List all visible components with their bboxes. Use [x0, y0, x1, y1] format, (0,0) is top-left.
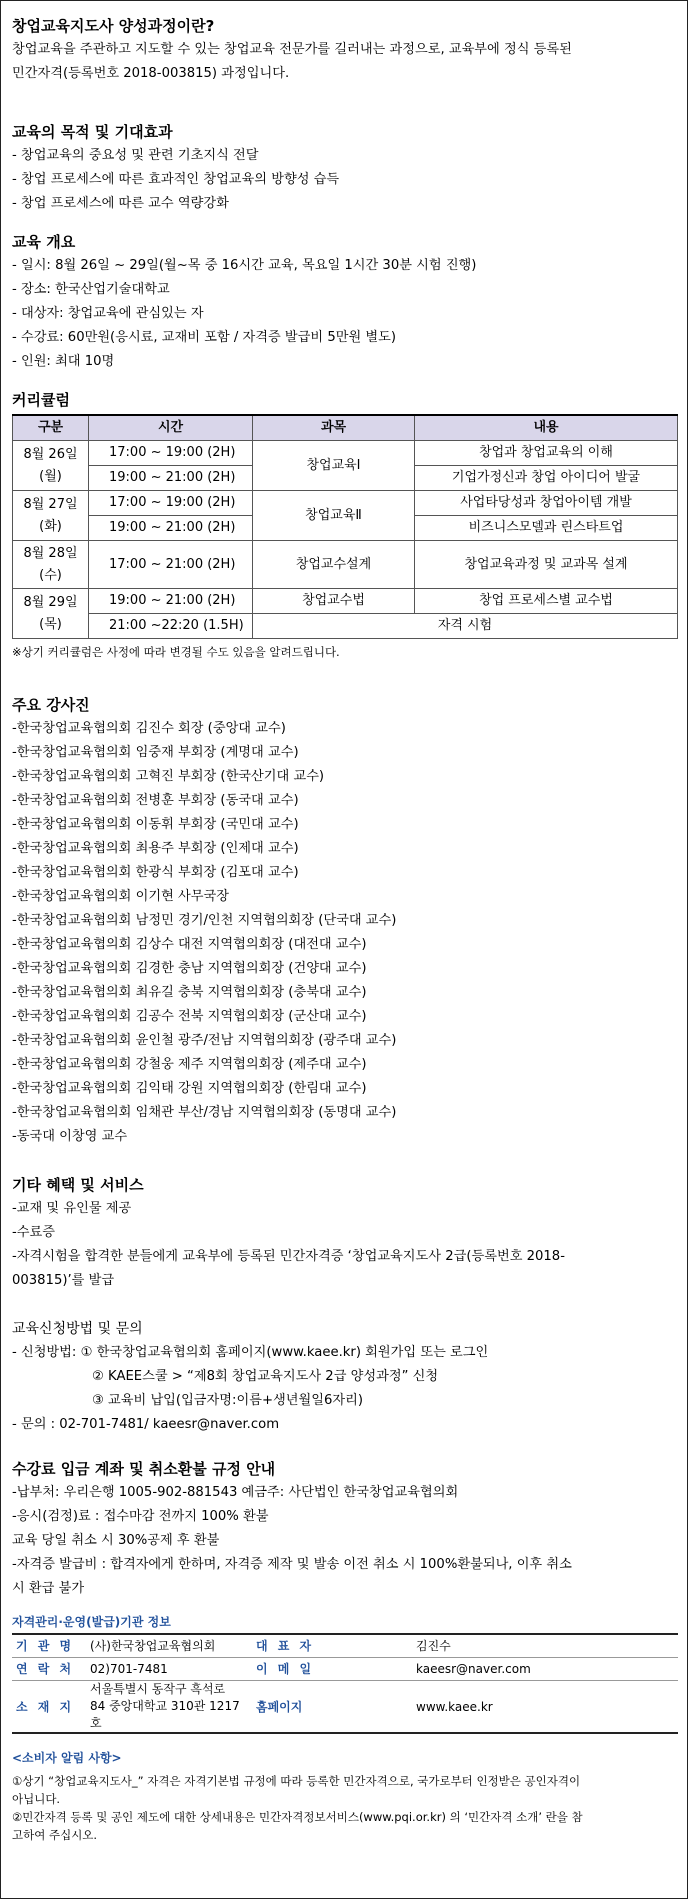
consumer-note: 고하여 주십시오.	[12, 1828, 98, 1842]
consumer-note: ①상기 “창업교육지도사_” 자격은 자격기본법 규정에 따라 등록한 민간자격으로, 국가로부터 인정받은 공인자격이	[12, 1774, 581, 1788]
table-row	[13, 589, 678, 614]
addr-label: 소 재 지	[16, 1699, 75, 1714]
date-cell: 8월 29일	[23, 594, 78, 610]
phone-value: 02)701-7481	[90, 1662, 168, 1676]
overview-title: 교육 개요	[12, 233, 76, 251]
addr-line: 84 중앙대학교 310관 1217	[90, 1699, 240, 1713]
benefit-item: -자격시험을 합격한 분들에게 교육부에 등록된 민간자격증 ‘창업교육지도사 2급(등록번호 2018-	[12, 1249, 565, 1264]
benefit-item: -교재 및 유인물 제공	[12, 1201, 132, 1216]
time-cell: 17:00 ~ 19:00 (2H)	[89, 491, 253, 516]
overview-item: - 일시: 8월 26일 ~ 29일(월~목 중 16시간 교육, 목요일 1시간 30분 시험 진행)	[12, 258, 477, 273]
overview-item: - 수강료: 60만원(응시료, 교재비 포함 / 자격증 발급비 5만원 별도)	[12, 330, 397, 345]
apply-title: 교육신청방법 및 문의	[12, 1321, 143, 1337]
content-cell: 사업타당성과 창업아이템 개발	[415, 491, 678, 516]
date-cell: 8월 28일	[23, 545, 78, 561]
table-header: 시간	[89, 415, 253, 441]
intro-line: 민간자격(등록번호 2018-003815) 과정입니다.	[12, 66, 290, 81]
overview-item: - 장소: 한국산업기술대학교	[12, 282, 170, 297]
intro-title: 창업교육지도사 양성과정이란?	[12, 17, 215, 35]
list-item: -한국창업교육협의회 강철웅 제주 지역협의회장 (제주대 교수)	[12, 1057, 367, 1072]
apply-contact: - 문의 : 02-701-7481/ kaeesr@naver.com	[12, 1417, 280, 1432]
agency-value: (사)한국창업교육협의회	[90, 1639, 216, 1653]
list-item: -한국창업교육협의회 최용주 부회장 (인제대 교수)	[12, 841, 299, 856]
content-cell: 창업과 창업교육의 이해	[415, 441, 678, 466]
table-row	[13, 541, 678, 589]
apply-label: - 신청방법:	[12, 1345, 77, 1360]
table-header: 내용	[415, 415, 678, 441]
addr-line: 호	[90, 1716, 102, 1730]
email-label: 이 메 일	[256, 1662, 315, 1676]
content-cell: 비즈니스모델과 린스타트업	[415, 516, 678, 541]
org-info-table	[12, 1633, 678, 1734]
step-text: 한국창업교육협의회 홈페이지(www.kaee.kr) 회원가입 또는 로그인	[96, 1345, 489, 1360]
table-row	[12, 1658, 678, 1681]
list-item: -한국창업교육협의회 임채관 부산/경남 지역협의회장 (동명대 교수)	[12, 1105, 397, 1120]
refund-title: 수강료 입금 계좌 및 취소환불 규정 안내	[12, 1460, 276, 1478]
apply-step	[12, 1365, 678, 1389]
table-row	[12, 1634, 678, 1658]
day-cell: (화)	[39, 518, 62, 534]
email-value: kaeesr@naver.com	[416, 1662, 531, 1676]
phone-label: 연 락 처	[16, 1662, 75, 1676]
intro-line: 창업교육을 주관하고 지도할 수 있는 창업교육 전문가를 길러내는 과정으로, 교육부에 정식 등록된	[12, 42, 572, 57]
list-item: -한국창업교육협의회 이동휘 부회장 (국민대 교수)	[12, 817, 299, 832]
table-header: 과목	[253, 415, 415, 441]
date-cell: 8월 27일	[23, 496, 78, 512]
step-number: ②	[92, 1369, 104, 1384]
subject-cell: 창업교육Ⅱ	[253, 491, 415, 541]
time-cell: 17:00 ~ 21:00 (2H)	[89, 541, 253, 589]
org-title: 자격관리·운영(발급)기관 정보	[12, 1615, 171, 1629]
date-cell: 8월 26일	[23, 446, 78, 462]
list-item: -한국창업교육협의회 김경한 충남 지역협의회장 (건양대 교수)	[12, 961, 367, 976]
curriculum-table	[12, 414, 678, 639]
step-number: ①	[80, 1345, 93, 1360]
instructor-list	[12, 717, 678, 1149]
content-cell: 기업가정신과 창업 아이디어 발굴	[415, 466, 678, 491]
time-cell: 21:00 ~22:20 (1.5H)	[89, 614, 253, 639]
curriculum-note: ※상기 커리큘럼은 사정에 따라 변경될 수도 있음을 알려드립니다.	[12, 645, 340, 659]
home-value: www.kaee.kr	[416, 1699, 493, 1714]
step-text: 교육비 납입(입금자명:이름+생년월일6자리)	[108, 1393, 363, 1408]
content-cell: 창업교육과정 및 교과목 설계	[415, 541, 678, 589]
purpose-title: 교육의 목적 및 기대효과	[12, 123, 173, 141]
subject-cell: 창업교수설계	[253, 541, 415, 589]
time-cell: 19:00 ~ 21:00 (2H)	[89, 466, 253, 491]
table-row	[13, 441, 678, 466]
overview-item: - 대상자: 창업교육에 관심있는 자	[12, 306, 204, 321]
list-item: -한국창업교육협의회 전병훈 부회장 (동국대 교수)	[12, 793, 299, 808]
day-cell: (수)	[39, 567, 62, 583]
purpose-item: - 창업 프로세스에 따른 효과적인 창업교육의 방향성 습득	[12, 172, 340, 187]
subject-cell: 창업교육Ⅰ	[253, 441, 415, 491]
purpose-item: - 창업 프로세스에 따른 교수 역량강화	[12, 196, 229, 211]
refund-item: 시 환급 불가	[12, 1581, 85, 1596]
table-header: 구분	[13, 415, 89, 441]
list-item: -한국창업교육협의회 윤인철 광주/전남 지역협의회장 (광주대 교수)	[12, 1033, 397, 1048]
time-cell: 17:00 ~ 19:00 (2H)	[89, 441, 253, 466]
step-text: KAEE스쿨 > “제8회 창업교육지도사 2급 양성과정” 신청	[108, 1369, 439, 1384]
home-label: 홈페이지	[256, 1699, 303, 1714]
list-item: -한국창업교육협의회 김상수 대전 지역협의회장 (대전대 교수)	[12, 937, 367, 952]
list-item: -한국창업교육협의회 한광식 부회장 (김포대 교수)	[12, 865, 299, 880]
list-item: -한국창업교육협의회 남정민 경기/인천 지역협의회장 (단국대 교수)	[12, 913, 397, 928]
apply-step	[12, 1389, 678, 1413]
benefit-item: -수료증	[12, 1225, 55, 1240]
refund-item: -납부처: 우리은행 1005-902-881543 예금주: 사단법인 한국창업교육협의회	[12, 1485, 459, 1500]
overview-item: - 인원: 최대 10명	[12, 354, 115, 369]
list-item: -동국대 이창영 교수	[12, 1129, 128, 1144]
apply-step	[12, 1341, 678, 1365]
list-item: -한국창업교육협의회 김진수 회장 (중앙대 교수)	[12, 721, 286, 736]
consumer-note: 아닙니다.	[12, 1792, 61, 1806]
benefit-item: 003815)’를 발급	[12, 1273, 115, 1288]
table-row	[12, 1681, 678, 1734]
curriculum-title: 커리큘럼	[12, 391, 70, 409]
rep-value: 김진수	[416, 1639, 451, 1653]
list-item: -한국창업교육협의회 고혁진 부회장 (한국산기대 교수)	[12, 769, 325, 784]
list-item: -한국창업교육협의회 최유길 충북 지역협의회장 (충북대 교수)	[12, 985, 367, 1000]
agency-label: 기 관 명	[16, 1639, 75, 1653]
time-cell: 19:00 ~ 21:00 (2H)	[89, 516, 253, 541]
list-item: -한국창업교육협의회 김공수 전북 지역협의회장 (군산대 교수)	[12, 1009, 367, 1024]
addr-line: 서울특별시 동작구 흑석로	[90, 1682, 226, 1696]
step-number: ③	[92, 1393, 104, 1408]
consumer-title: <소비자 알림 사항>	[12, 1751, 122, 1765]
document-body	[12, 14, 678, 1844]
content-cell: 자격 시험	[253, 614, 678, 639]
table-row	[13, 614, 678, 639]
consumer-note: ②민간자격 등록 및 공인 제도에 대한 상세내용은 민간자격정보서비스(www.pqi.or.kr) 의 ‘민간자격 소개’ 란을 참	[12, 1810, 583, 1824]
table-row	[13, 491, 678, 516]
refund-item: -응시(검정)료 : 접수마감 전까지 100% 환불	[12, 1509, 269, 1524]
benefits-title: 기타 혜택 및 서비스	[12, 1176, 144, 1194]
subject-cell: 창업교수법	[253, 589, 415, 614]
rep-label: 대 표 자	[256, 1639, 315, 1653]
list-item: -한국창업교육협의회 임중재 부회장 (계명대 교수)	[12, 745, 299, 760]
list-item: -한국창업교육협의회 이기현 사무국장	[12, 889, 229, 904]
time-cell: 19:00 ~ 21:00 (2H)	[89, 589, 253, 614]
content-cell: 창업 프로세스별 교수법	[415, 589, 678, 614]
day-cell: (목)	[39, 616, 62, 632]
day-cell: (월)	[39, 468, 62, 484]
list-item: -한국창업교육협의회 김익태 강원 지역협의회장 (한림대 교수)	[12, 1081, 367, 1096]
refund-item: -자격증 발급비 : 합격자에게 한하며, 자격증 제작 및 발송 이전 취소 시 100%환불되나, 이후 취소	[12, 1557, 572, 1572]
refund-item: 교육 당일 취소 시 30%공제 후 환불	[12, 1533, 220, 1548]
purpose-item: - 창업교육의 중요성 및 관련 기초지식 전달	[12, 148, 259, 163]
instructors-title: 주요 강사진	[12, 696, 90, 714]
